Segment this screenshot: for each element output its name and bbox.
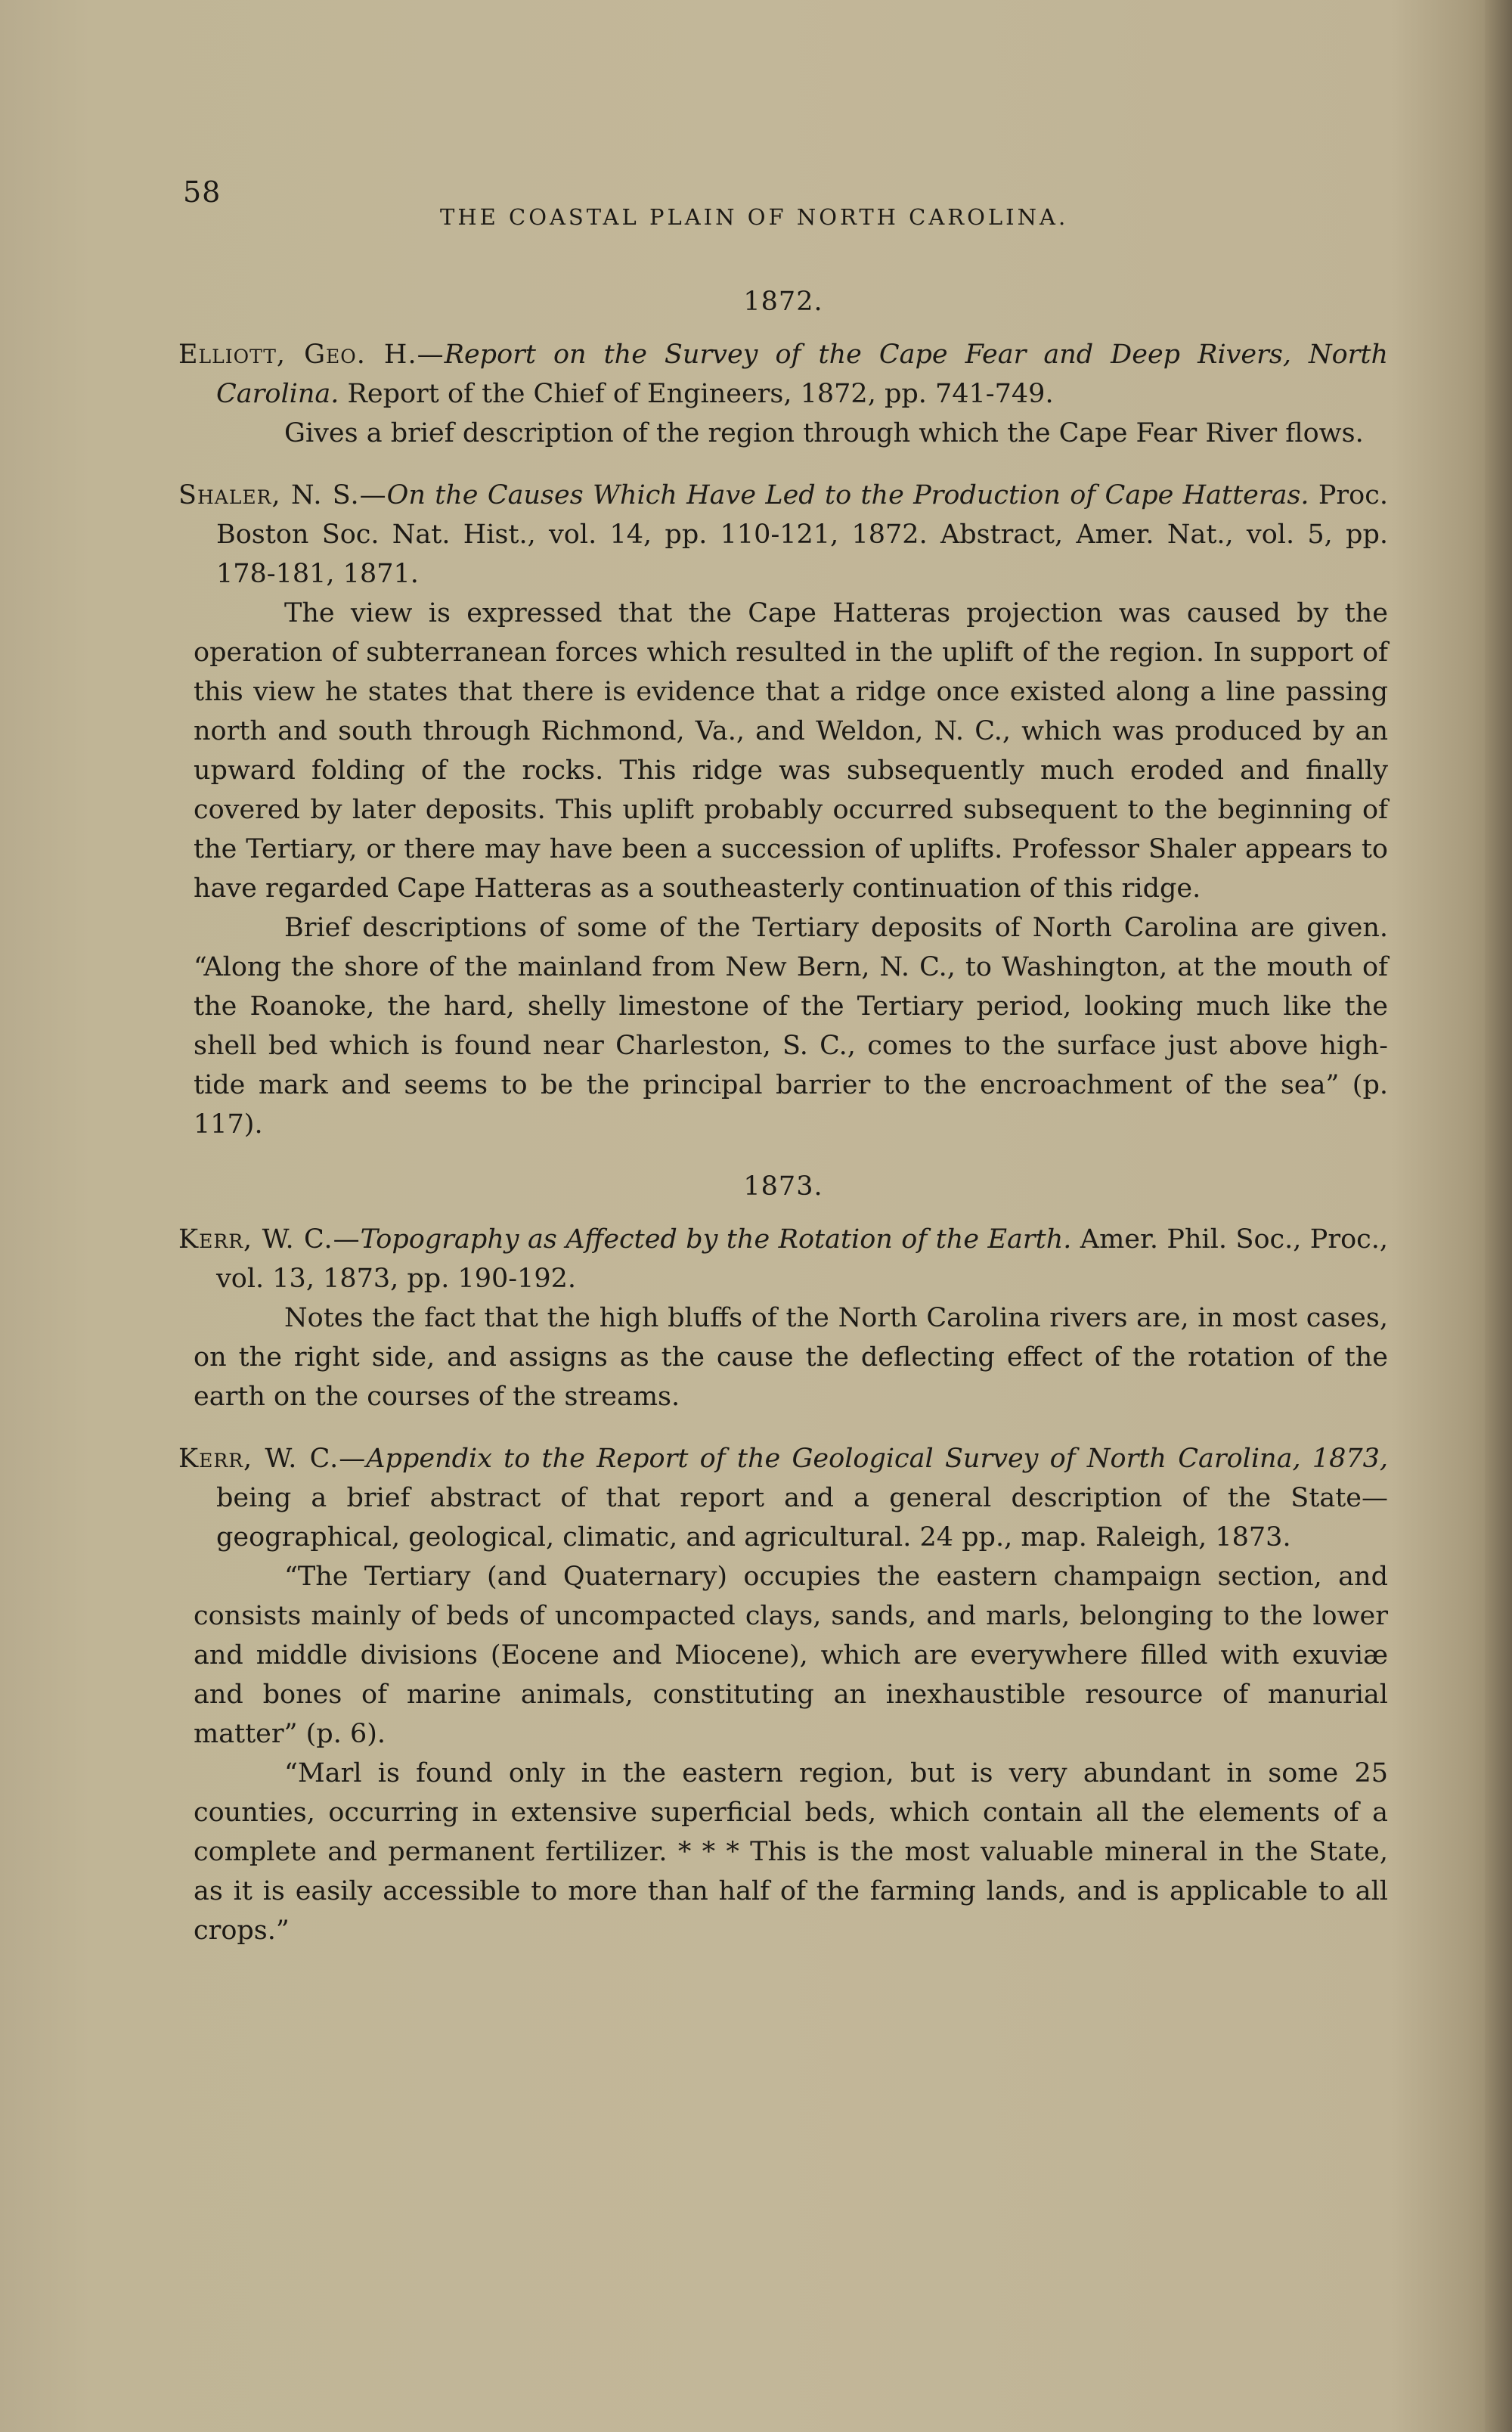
entry-annotation: Brief descriptions of some of the Tertiary deposits of North Carolina are given. “Along the shore of the mainland from New Bern, N. C., to Washington, at the mouth of the Roanoke, the hard, shelly limestone of the Tertiary period, looking much like the shell bed which is found near Charleston, S. C., comes to the surface just above high-tide mark and seems to be the principal barrier to the encroachment of the sea” (p. 117).: [194, 913, 1388, 1140]
entry-annotation: Gives a brief description of the region through which the Cape Fear River flows.: [284, 418, 1364, 448]
running-title: THE COASTAL PLAIN OF NORTH CAROLINA.: [440, 204, 1069, 230]
bibliography-entry-kerr-appendix: [178, 1439, 1388, 1950]
year-heading-1873: 1873.: [743, 1171, 823, 1202]
entry-source: Report of the Chief of Engineers, 1872, pp. 741-749.: [339, 379, 1054, 409]
entry-annotation: The view is expressed that the Cape Hatteras projection was caused by the operation of subterranean forces which resulted in the uplift of the region. In support of this view he states that there is evidence that a ridge once existed along a line passing north and south through Richmond, Va., and Weldon, N. C., which was produced by an upward folding of the rocks. This ridge was subsequently much eroded and finally covered by later deposits. This uplift probably occurred subsequent to the beginning of the Tertiary, or there may have been a succession of uplifts. Professor Shaler appears to have regarded Cape Hatteras as a southeasterly continuation of this ridge.: [194, 598, 1388, 904]
entry-title: Appendix to the Report of the Geological Survey of North Carolina, 1873,: [366, 1444, 1388, 1474]
body-text: [178, 276, 1388, 1973]
page-edge: [1485, 0, 1512, 2432]
entry-source: Proc. Boston Soc. Nat. Hist., vol. 14, pp. 110-121, 1872. Abstract, Amer. Nat., vol. 5, pp. 178-181, 1871.: [216, 480, 1388, 589]
entry-citation: [178, 1220, 1388, 1298]
bibliography-entry-elliott: [178, 335, 1388, 453]
entry-citation: [178, 335, 1388, 414]
year-heading-1872: 1872.: [743, 287, 823, 317]
entry-source: Amer. Phil. Soc., Proc., vol. 13, 1873, pp. 190-192.: [216, 1224, 1389, 1294]
entry-citation: [178, 1439, 1388, 1557]
entry-author: Kerr, W. C.—: [178, 1224, 361, 1255]
entry-citation: [178, 476, 1388, 594]
entry-title: On the Causes Which Have Led to the Production of Cape Hatteras.: [386, 480, 1309, 510]
entry-annotation: “Marl is found only in the eastern region, but is very abundant in some 25 counties, occurring in extensive superficial beds, which contain all the elements of a complete and permanent fertilizer. * * * This is the most valuable mineral in the State, as it is easily accessible to more than half of the farming lands, and is applicable to all crops.”: [194, 1758, 1388, 1946]
entry-author: Elliott, Geo. H.—: [178, 340, 445, 370]
entry-author: Kerr, W. C.—: [178, 1444, 367, 1474]
entry-title: Report on the Survey of the Cape Fear and Deep Rivers, North Carolina.: [216, 340, 1388, 409]
page-number: 58: [183, 175, 222, 209]
entry-annotation: Notes the fact that the high bluffs of the North Carolina rivers are, in most cases, on the right side, and assigns as the cause the deflecting effect of the rotation of the earth on the courses of the streams.: [194, 1303, 1388, 1412]
bibliography-entry-kerr-topography: [178, 1220, 1388, 1416]
entry-title: Topography as Affected by the Rotation of the Earth.: [360, 1224, 1072, 1255]
entry-annotation: “The Tertiary (and Quaternary) occupies the eastern champaign section, and consists mainly of beds of uncompacted clays, sands, and marls, belonging to the lower and middle divisions (Eocene and Miocene), which are everywhere filled with exuviæ and bones of marine animals, constituting an inexhaustible resource of manurial matter” (p. 6).: [194, 1562, 1388, 1749]
bibliography-entry-shaler: [178, 476, 1388, 1144]
entry-source: being a brief abstract of that report and a general description of the State—geographical, geological, climatic, and agricultural. 24 pp., map. Raleigh, 1873.: [216, 1483, 1388, 1553]
entry-author: Shaler, N. S.—: [178, 480, 387, 510]
